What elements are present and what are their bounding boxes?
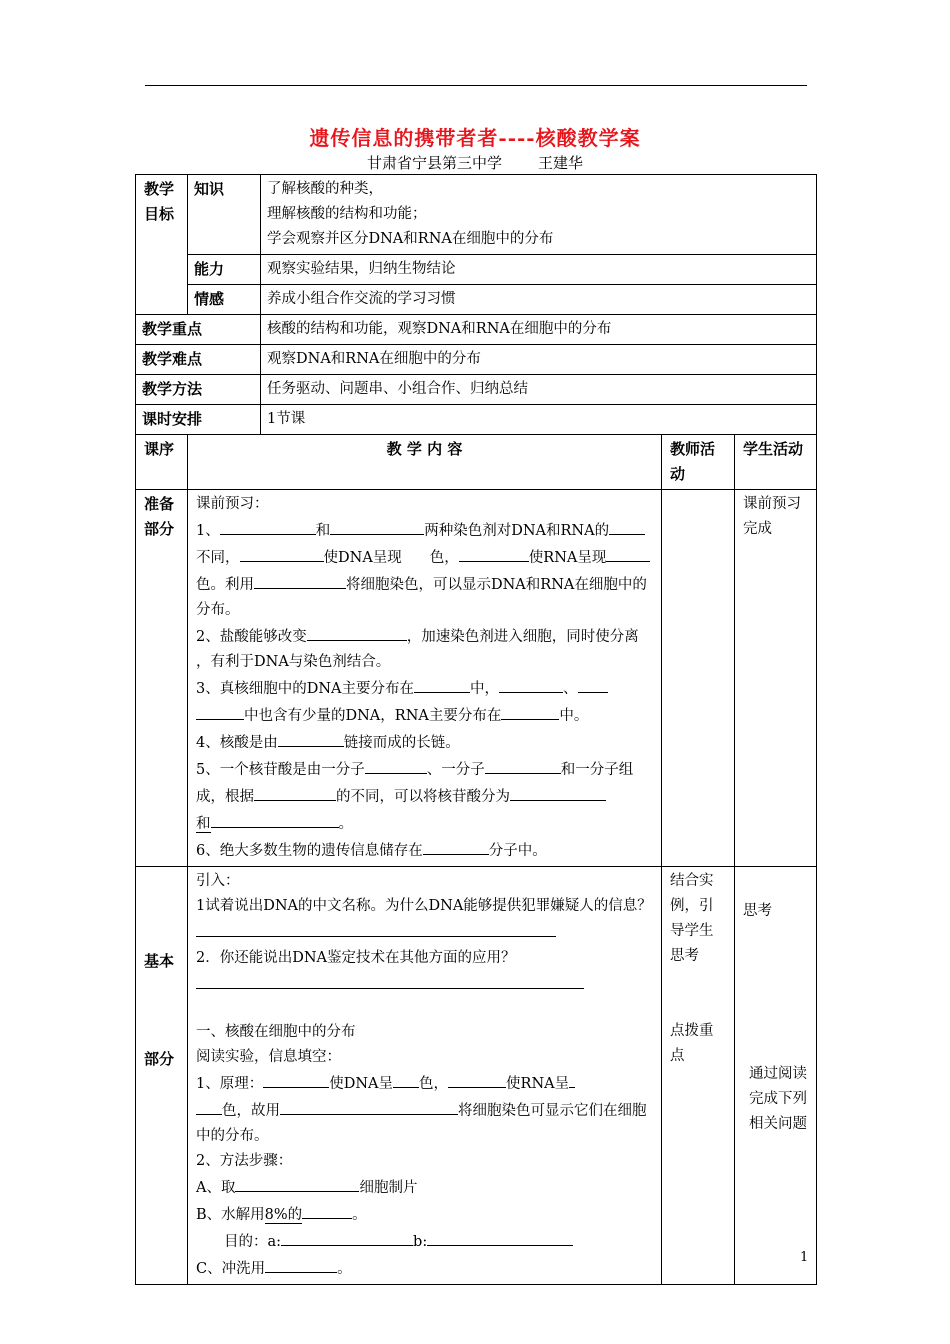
blank [485,756,561,774]
order-header: 课序 [136,435,188,490]
prep-question-2: 2、盐酸能够改变 ，加速染色剂进入细胞，同时使分离 ，有利于DNA与染色剂结合。 [196,623,653,675]
prep-content [188,490,662,867]
document-title: 遗传信息的携带者者----核酸教学案 [309,126,641,150]
schedule-text: 1节课 [261,405,817,435]
schedule-row [136,405,817,435]
blank [265,1255,337,1273]
knowledge-text [261,175,817,255]
blank [365,756,427,774]
author-line [0,152,950,173]
emotion-label: 情感 [188,285,261,315]
basic-label-bottom: 部分 [144,1050,175,1068]
blank [302,1201,352,1219]
blank [196,1097,222,1115]
blank [569,1070,575,1088]
blank [240,544,324,562]
teacher-header: 教师活动 [662,435,735,490]
blank [211,810,339,828]
student-activity-1: 思考 [743,903,772,919]
basic-student [735,867,817,1285]
page-number: 1 [800,1250,809,1265]
objectives-label: 教学目标 [136,175,188,315]
difficulty-label: 教学难点 [136,345,261,375]
basic-content [188,867,662,1285]
objective-ability-row [136,255,817,285]
intro-question-2: 2．你还能说出DNA鉴定技术在其他方面的应用？ [196,950,516,966]
author-school: 甘肃省宁县第三中学 [366,154,502,172]
basic-teacher [662,867,735,1285]
blank [606,544,650,562]
blank [499,675,563,693]
blank [307,623,407,641]
basic-row [136,867,817,1285]
key-point-row [136,315,817,345]
intro-question-1: 1试着说出DNA的中文名称。为什么DNA能够提供犯罪嫌疑人的信息？ [196,894,653,946]
blank [423,837,489,855]
blank [196,919,556,937]
prep-label: 准备部分 [136,490,188,867]
objective-knowledge-row [136,175,817,255]
knowledge-line: 学会观察并区分DNA和RNA在细胞中的分布 [267,231,554,247]
blank [609,517,645,535]
author-name: 王建华 [538,154,584,172]
blank [263,1070,329,1088]
objective-emotion-row [136,285,817,315]
knowledge-label: 知识 [188,175,261,255]
prep-student: 课前预习完成 [735,490,817,867]
student-header: 学生活动 [735,435,817,490]
principle: 1、原理： 使DNA呈 色， 使RNA呈 色，故用 将细胞染色可显示它们在细胞中的分布。 [196,1070,653,1149]
prep-question-3: 3、真核细胞中的DNA主要分布在 中， 、 中也含有少量的DNA，RNA主要分布在 中。 [196,675,653,729]
blank [196,702,244,720]
ability-label: 能力 [188,255,261,285]
prep-intro: 课前预习： [196,496,269,512]
section-1-instruction: 阅读实验，信息填空： [196,1049,341,1065]
difficulty-row [136,345,817,375]
section-1-title: 一、核酸在细胞中的分布 [196,1024,356,1040]
blank [459,544,529,562]
blank [414,675,470,693]
emotion-text: 养成小组合作交流的学习习惯 [261,285,817,315]
blank [448,1070,506,1088]
prep-question-5: 5、一个核苷酸是由一分子 、一分子 和一分子组成，根据 的不同，可以将核苷酸分为 和 。 [196,756,653,837]
blank [281,1228,413,1246]
blank [393,1070,419,1088]
teacher-activity-2: 点拨重点 [670,1023,714,1064]
method-steps: 2、方法步骤： [196,1153,293,1169]
step-c: C、冲洗用 。 [196,1255,653,1282]
blank [278,729,344,747]
difficulty-text: 观察DNA和RNA在细胞中的分布 [261,345,817,375]
method-row [136,375,817,405]
blank [427,1228,573,1246]
key-point-label: 教学重点 [136,315,261,345]
student-activity-2: 通过阅读完成下列相关问题 [749,1066,807,1132]
prep-teacher [662,490,735,867]
key-point-text: 核酸的结构和功能，观察DNA和RNA在细胞中的分布 [261,315,817,345]
blank [254,783,336,801]
prep-question-1: 1、 和 两种染色剂对DNA和RNA的不同， 使DNA呈现 色， 使RNA呈现色。利用 将细胞染色，可以显示DNA和RNA在细胞中的分布。 [196,517,653,623]
prep-question-4: 4、核酸是由 链接而成的长链。 [196,729,653,756]
blank [578,675,608,693]
blank [280,1097,458,1115]
header-rule [145,85,807,86]
basic-intro: 引入： [196,873,240,889]
prep-question-6: 6、绝大多数生物的遗传信息储存在 分子中。 [196,837,653,864]
step-a: A、取 细胞制片 [196,1174,653,1201]
lesson-plan-table [135,174,817,1285]
step-b: B、水解用8%的 。 [196,1201,653,1228]
answer-line [196,971,653,996]
knowledge-line: 了解核酸的种类， [267,181,383,197]
blank [196,971,584,989]
basic-label-top: 基本 [144,952,175,970]
blank [235,1174,359,1192]
ability-text: 观察实验结果，归纳生物结论 [261,255,817,285]
teacher-activity-1: 结合实例，引导学生思考 [670,873,714,964]
content-header-row [136,435,817,490]
prep-row [136,490,817,867]
blank [220,517,316,535]
blank [254,571,346,589]
schedule-label: 课时安排 [136,405,261,435]
blank [510,783,606,801]
content-header: 教 学 内 容 [188,435,662,490]
blank [501,702,559,720]
step-purpose: 目的：a: b: [196,1228,653,1255]
method-text: 任务驱动、问题串、小组合作、归纳总结 [261,375,817,405]
method-label: 教学方法 [136,375,261,405]
knowledge-line: 理解核酸的结构和功能； [267,206,427,222]
basic-label [136,867,188,1285]
blank [330,517,424,535]
